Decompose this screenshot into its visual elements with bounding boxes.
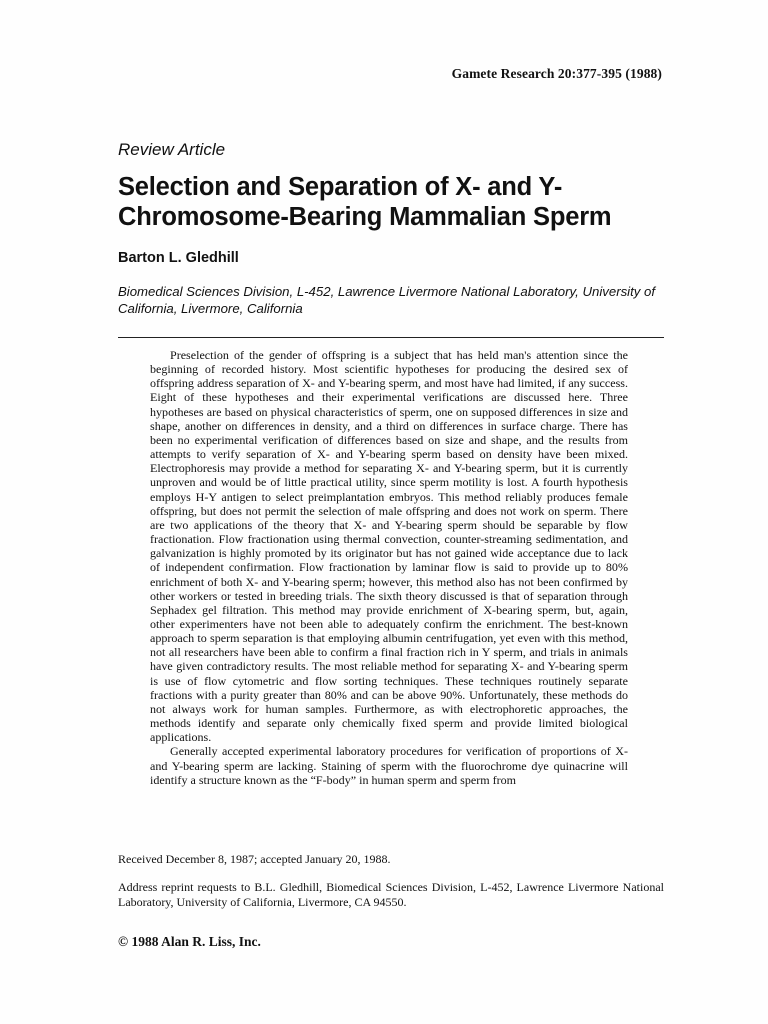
copyright-notice: © 1988 Alan R. Liss, Inc. — [118, 934, 261, 949]
abstract-paragraph-1: Preselection of the gender of offspring is a subject that has held man's attention since the beginning of recorded history. Most scientific hypotheses for producing the desired sex of offspring address separation of X- and Y-bearing sperm, and most have had limited, if any success. Eight of these hypotheses and their experimental verifications are discussed here. Three hypotheses are based on physical characteristics of sperm, one on supposed differences in size and shape, another on differences in density, and a third on differences in surface charge. There has been no experimental verification of differences based on size and shape, and the results from attempts to verify separation of X- and Y-bearing sperm based on density have been mixed. Electrophoresis may provide a method for separating X- and Y-bearing sperm, but it is currently unproven and would be of little practical utility, since sperm motility is lost. A fourth hypothesis employs H-Y antigen to select preimplantation embryos. This method reliably produces female offspring, but does not permit the selection of male offspring and does not work on sperm. There are two applications of the theory that X- and Y-bearing sperm should be separable by flow fractionation. Flow fractionation using thermal convection, counter-streaming sedimentation, and galvanization is highly promoted by its originator but has not gained wide acceptance due to lack of independent confirmation. Flow fractionation by laminar flow is said to provide up to 80% enrichment of both X- and Y-bearing sperm; however, this method also has not been confirmed by other workers or tested in breeding trials. The sixth theory discussed is that of separation through Sephadex gel filtration. This method may provide enrichment of X-bearing sperm, but, again, other experimenters have not been able to adequately confirm the enrichment. The best-known approach to sperm separation is that employing albumin centrifugation, yet even with this method, not all researchers have been able to confirm a final fraction rich in Y sperm, and trials in animals have given contradictory results. The most reliable method for separating X- and Y-bearing sperm is use of flow cytometric and flow sorting techniques. These techniques routinely separate fractions with a purity greater than 80% and can be above 90%. Unfortunately, these methods do not always work for human samples. Furthermore, as with electrophoretic approaches, the methods identify and separate only chemically fixed sperm and provide limited biological applications. — [150, 348, 628, 745]
article-title: Selection and Separation of X- and Y-Chromosome-Bearing Mammalian Sperm — [118, 173, 612, 231]
abstract-divider — [118, 337, 664, 338]
journal-citation: Gamete Research 20:377-395 (1988) — [451, 66, 662, 81]
section-label: Review Article — [118, 140, 226, 159]
author-name: Barton L. Gledhill — [118, 250, 239, 266]
abstract-paragraph-2: Generally accepted experimental laboratory procedures for verification of proportions of X- and Y-bearing sperm are lacking. Staining of sperm with the fluorochrome dye quinacrine will identify a structure known as the “F-body” in human sperm and sperm from — [150, 744, 628, 787]
received-dates: Received December 8, 1987; accepted January 20, 1988. — [118, 852, 391, 866]
reprint-address: Address reprint requests to B.L. Gledhill, Biomedical Sciences Division, L-452, Lawrence Livermore National Laboratory, University of California, Livermore, CA 94550. — [118, 880, 664, 909]
abstract — [150, 348, 628, 787]
author-affiliation: Biomedical Sciences Division, L-452, Lawrence Livermore National Laboratory, University of California, Livermore, California — [118, 284, 656, 316]
